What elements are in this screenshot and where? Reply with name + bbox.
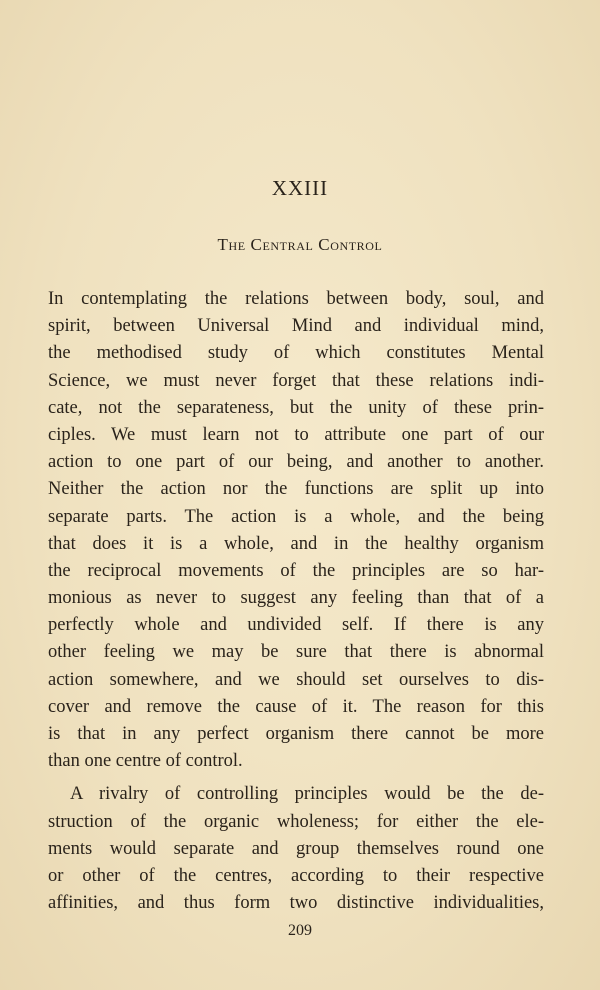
body-text [48, 286, 544, 917]
text-line: spirit, between Universal Mind and individual mind, [48, 316, 544, 337]
text-line: the reciprocal movements of the principles are so har- [48, 560, 544, 581]
text-line: In contemplating the relations between body, soul, and [48, 289, 544, 309]
text-line: the methodised study of which constitutes Mental [48, 343, 544, 364]
page-number: 209 [288, 922, 312, 939]
paragraph-1 [48, 286, 544, 775]
text-line: than one centre of control. [48, 751, 243, 772]
text-line: perfectly whole and undivided self. If there is any [48, 615, 544, 636]
text-line: Science, we must never forget that these relations indi- [48, 370, 544, 391]
text-line: separate parts. The action is a whole, and the being [48, 506, 544, 527]
text-line: is that in any perfect organism there cannot be more [48, 724, 544, 744]
text-line: that does it is a whole, and in the healthy organism [48, 533, 544, 554]
text-line: ments would separate and group themselves round one [48, 838, 544, 859]
text-line: action somewhere, and we should set ourselves to dis- [48, 669, 544, 690]
text-line: monious as never to suggest any feeling than that of a [48, 588, 544, 609]
chapter-number: XXIII [271, 176, 329, 200]
chapter-title: The Central Control [217, 235, 383, 254]
text-line: other feeling we may be sure that there is abnormal [48, 642, 544, 663]
text-line: cate, not the separateness, but the unity of these prin- [48, 397, 544, 418]
text-line: Neither the action nor the functions are split up into [48, 479, 544, 500]
text-line: struction of the organic wholeness; for either the ele- [48, 811, 544, 832]
paragraph-2 [48, 781, 544, 917]
text-line: or other of the centres, according to their respective [48, 865, 544, 886]
text-line: action to one part of our being, and another to another. [48, 452, 544, 473]
text-line: A rivalry of controlling principles would be the de- [70, 784, 544, 805]
text-line: cover and remove the cause of it. The reason for this [48, 696, 544, 717]
text-line: affinities, and thus form two distinctive individualities, [48, 893, 544, 914]
text-line: ciples. We must learn not to attribute one part of our [48, 424, 544, 445]
